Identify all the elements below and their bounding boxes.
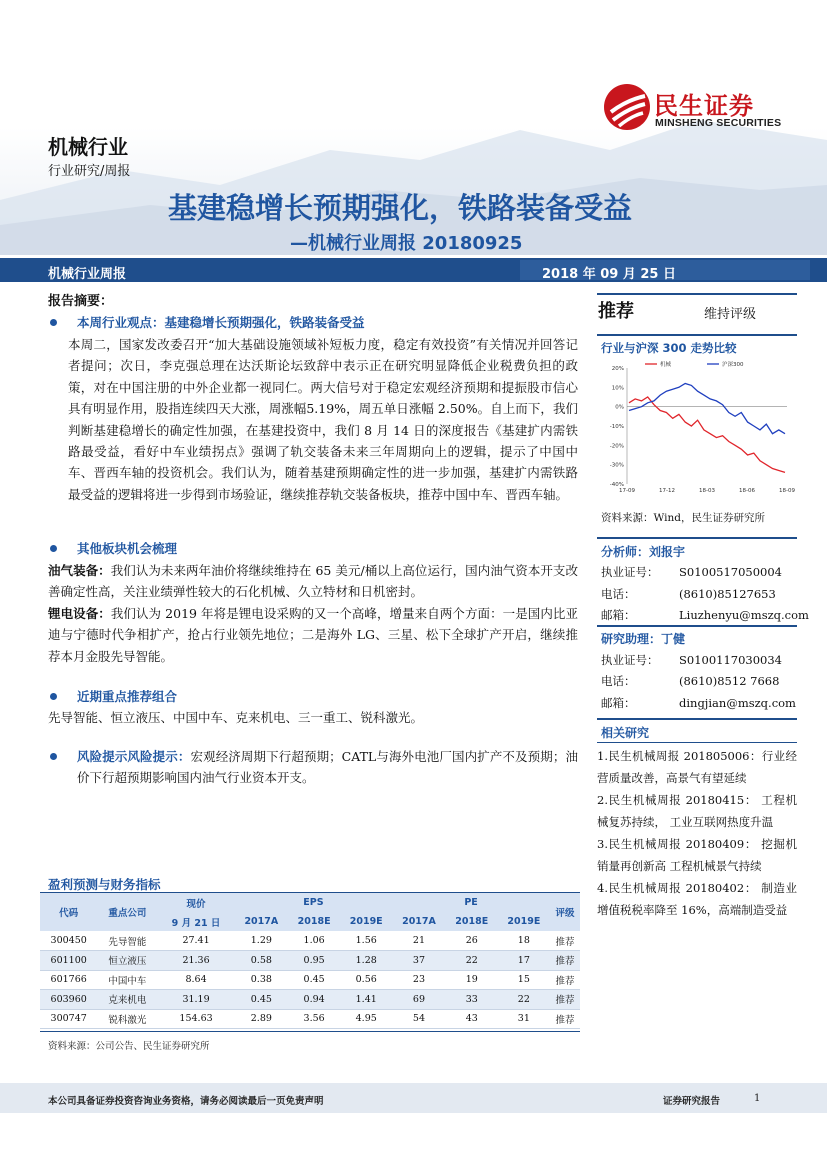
table-cell: 0.58 bbox=[235, 951, 288, 971]
table-cell: 推荐 bbox=[550, 990, 580, 1010]
table-cell: 3.56 bbox=[303, 1013, 325, 1025]
table-cell: 推荐 bbox=[555, 936, 575, 948]
industry-sub-label: 行业研究/周报 bbox=[48, 164, 131, 179]
chart-source: 资料来源：Wind，民生证券研究所 bbox=[601, 512, 765, 524]
table-cell: 54 bbox=[412, 1013, 426, 1025]
y-tick-label: 20% bbox=[611, 366, 624, 372]
col-year: 2019E bbox=[340, 912, 392, 931]
x-tick-label: 17-12 bbox=[659, 488, 675, 494]
x-tick-label: 18-03 bbox=[699, 488, 715, 494]
section-industry-view bbox=[48, 313, 578, 505]
table-cell: 43 bbox=[465, 1013, 478, 1025]
rule bbox=[40, 1031, 580, 1032]
logo-text: 民生证券 bbox=[654, 92, 754, 120]
table-cell: 31 bbox=[517, 1013, 530, 1025]
analyst-license: 执业证号： S0100517050004 bbox=[601, 565, 782, 579]
bullet-icon bbox=[50, 545, 57, 552]
table-row bbox=[40, 951, 580, 971]
rule bbox=[597, 625, 797, 627]
logo-text-en: MINSHENG SECURITIES bbox=[655, 117, 782, 129]
table-cell: 26 bbox=[465, 935, 478, 946]
related-item[interactable]: 4.民生机械周报 20180402： 制造业增值税税率降至 16%，高端制造受益 bbox=[597, 881, 797, 917]
table-cell: 21.36 bbox=[157, 951, 234, 971]
oil-gas-label: 油气装备： bbox=[48, 563, 111, 578]
table-cell: 0.94 bbox=[288, 990, 340, 1010]
section-text: 先导智能、恒立液压、中国中车、克来机电、三一重工、锐科激光。 bbox=[48, 710, 424, 725]
lithium-text: 我们认为 2019 年将是锂电设采购的又一个高峰，增量来自两个方面：一是国内比亚迪与宁德时代争相扩产，抢占行业领先地位；二是海外 LG、三星、松下全球扩产开启，继续推荐本月金股先导智能。 bbox=[48, 605, 578, 664]
table-cell: 2.89 bbox=[250, 1013, 272, 1025]
table-cell: 601766 bbox=[50, 974, 87, 986]
legend-label: 机械 bbox=[660, 362, 672, 368]
table-cell: 4.95 bbox=[355, 1013, 377, 1025]
risk-paragraph bbox=[48, 746, 578, 789]
table-cell: 1.41 bbox=[340, 990, 392, 1010]
related-item[interactable]: 3.民生机械周报 20180409： 挖掘机销量再创新高 工程机械景气持续 bbox=[597, 837, 797, 873]
table-row bbox=[40, 990, 580, 1010]
table-cell: 37 bbox=[392, 951, 445, 971]
table-cell: 601100 bbox=[40, 951, 97, 971]
col-price-date: 9 月 21 日 bbox=[157, 912, 234, 931]
x-tick-label: 17-09 bbox=[619, 488, 635, 494]
col-company: 重点公司 bbox=[97, 893, 157, 931]
section-title: 近期重点推荐组合 bbox=[77, 689, 178, 704]
rule bbox=[597, 334, 797, 336]
x-tick-label: 18-06 bbox=[739, 488, 755, 494]
table-cell: 15 bbox=[517, 974, 530, 986]
page-number: 1 bbox=[754, 1093, 761, 1104]
table-cell: 1.29 bbox=[250, 935, 272, 946]
section-risk bbox=[48, 746, 578, 789]
lithium-label: 锂电设备： bbox=[48, 605, 111, 621]
financial-table bbox=[40, 893, 580, 1029]
table-cell: 17 bbox=[498, 951, 550, 971]
table-cell: 推荐 bbox=[555, 975, 575, 987]
trend-chart bbox=[597, 356, 797, 500]
table-cell: 69 bbox=[392, 990, 445, 1010]
assistant-email[interactable]: 邮箱： dingjian@mszq.com bbox=[601, 696, 796, 710]
table-cell: 21 bbox=[412, 935, 426, 946]
footer-label: 证券研究报告 bbox=[663, 1096, 721, 1107]
table-cell: 154.63 bbox=[179, 1013, 213, 1025]
col-year: 2018E bbox=[288, 912, 340, 931]
col-code: 代码 bbox=[40, 893, 97, 931]
table-cell: 中国中车 bbox=[108, 975, 147, 987]
risk-text: 宏观经济周期下行超预期；CATL与海外电池厂国内扩产不及预期；油价下行超预期影响国内油气行业资本开支。 bbox=[77, 749, 578, 786]
bullet-icon bbox=[50, 753, 57, 760]
oil-gas-paragraph bbox=[48, 560, 578, 603]
abstract-heading: 报告摘要： bbox=[48, 294, 114, 309]
lithium-paragraph bbox=[48, 603, 578, 667]
table-cell: 19 bbox=[465, 974, 478, 986]
related-item[interactable]: 1.民生机械周报 201805006：行业经营质量改善，高景气有望延续 bbox=[597, 749, 797, 785]
related-list bbox=[597, 745, 797, 921]
disclaimer-text: 本公司具备证券投资咨询业务资格，请务必阅读最后一页免责声明 bbox=[48, 1096, 324, 1107]
y-tick-label: 0% bbox=[615, 404, 624, 411]
rule bbox=[597, 742, 797, 743]
section-title: 其他板块机会梳理 bbox=[77, 541, 178, 556]
y-tick-label: -10% bbox=[609, 424, 624, 430]
table-cell: 0.45 bbox=[235, 990, 288, 1010]
series-line-0 bbox=[629, 397, 785, 472]
col-year: 2018E bbox=[446, 912, 498, 931]
table-cell: 8.64 bbox=[185, 974, 207, 986]
table-cell: 0.56 bbox=[355, 974, 377, 986]
col-year: 2019E bbox=[498, 912, 550, 931]
col-price: 现价 bbox=[157, 893, 234, 912]
related-heading: 相关研究 bbox=[601, 726, 650, 740]
table-cell: 31.19 bbox=[157, 990, 234, 1010]
rule bbox=[597, 718, 797, 720]
y-tick-label: -40% bbox=[609, 482, 624, 488]
chart-title: 行业与沪深 300 走势比较 bbox=[601, 341, 737, 355]
table-cell: 恒立液压 bbox=[97, 951, 157, 971]
table-cell: 18 bbox=[517, 935, 530, 946]
table-cell: 23 bbox=[412, 974, 426, 986]
oil-gas-text: 我们认为未来两年油价将继续维持在 65 美元/桶以上高位运行，国内油气资本开支改善确定性高，关注业绩弹性较大的石化机械、久立特材和日机密封。 bbox=[48, 563, 578, 600]
section-text: 本周二，国家发改委召开“加大基础设施领域补短板力度，稳定有效投资”有关情况并回答记者提问；次日，李克强总理在达沃斯论坛致辞中表示正在研究明显降低企业税费负担的政策，对在中国注册的中外企业都一视同仁。两大信号对于稳定宏观经济预期和提振股市信心具有明显作用，股指连续四天大涨，周涨幅5.19%，周五单日涨幅 2.50%。自上而下，我们判断基建稳增长的确定性加强，在基建投资中，我们 8 月 14 日的深度报告《基建扩内需铁路最受益，看好中车业绩拐点》强调了轨交装备未来三年周期向上的逻辑，提示了中国中车、晋西车轴的投资机会。我们认为，随着基建预期确定性的进一步加强，基建扩内需铁路最受益的逻辑将进一步得到市场验证，继续推荐轨交装备板块，推荐中国中车、晋西车轴。 bbox=[68, 337, 578, 502]
section-title: 本周行业观点：基建稳增长预期强化，铁路装备受益 bbox=[77, 315, 365, 330]
report-type: 机械行业周报 bbox=[48, 267, 127, 282]
col-year: 2017A bbox=[392, 912, 445, 931]
table-cell: 0.45 bbox=[303, 974, 325, 986]
y-tick-label: -20% bbox=[609, 443, 624, 450]
table-source: 资料来源：公司公告、民生证券研究所 bbox=[48, 1041, 210, 1052]
table-cell: 克来机电 bbox=[97, 990, 157, 1010]
table-title: 盈利预测与财务指标 bbox=[48, 877, 161, 892]
assistant-heading: 研究助理：丁健 bbox=[601, 632, 686, 646]
table-row bbox=[40, 970, 580, 990]
table-cell: 推荐 bbox=[550, 951, 580, 971]
col-year: 2017A bbox=[235, 912, 288, 931]
x-tick-label: 18-09 bbox=[779, 488, 795, 494]
rating-status: 维持评级 bbox=[704, 307, 757, 322]
related-item[interactable]: 2.民生机械周报 20180415： 工程机械复苏持续， 工业互联网热度升温 bbox=[597, 793, 797, 829]
y-tick-label: 10% bbox=[611, 385, 624, 392]
rule bbox=[597, 537, 797, 539]
bullet-icon bbox=[50, 319, 57, 326]
industry-label: 机械行业 bbox=[48, 135, 128, 159]
table-cell: 1.06 bbox=[303, 935, 325, 946]
page-title: 基建稳增长预期强化，铁路装备受益 bbox=[167, 191, 632, 225]
table-cell: 推荐 bbox=[555, 1014, 575, 1026]
table-cell: 300450 bbox=[50, 935, 87, 946]
y-tick-label: -30% bbox=[609, 462, 624, 469]
rating-label: 推荐 bbox=[598, 301, 634, 322]
table-cell: 300747 bbox=[50, 1013, 87, 1025]
table-cell: 先导智能 bbox=[108, 936, 147, 948]
table-cell: 603960 bbox=[40, 990, 97, 1010]
analyst-phone: 电话： (8610)85127653 bbox=[601, 587, 776, 601]
col-pe: PE bbox=[392, 893, 550, 912]
risk-label: 风险提示风险提示： bbox=[77, 749, 191, 764]
table-cell: 0.95 bbox=[288, 951, 340, 971]
table-cell: 33 bbox=[446, 990, 498, 1010]
assistant-phone: 电话： (8610)8512 7668 bbox=[601, 674, 780, 688]
bullet-icon bbox=[50, 693, 57, 700]
report-date: 2018 年 09 月 25 日 bbox=[542, 267, 676, 282]
table-cell: 22 bbox=[498, 990, 550, 1010]
table-cell: 1.28 bbox=[340, 951, 392, 971]
legend-label: 沪深300 bbox=[722, 362, 744, 368]
series-line-1 bbox=[629, 384, 785, 434]
table-row bbox=[40, 1009, 580, 1029]
section-recommendations bbox=[48, 687, 578, 728]
col-eps: EPS bbox=[235, 893, 393, 912]
rule bbox=[597, 293, 797, 295]
table-cell: 0.38 bbox=[250, 974, 272, 986]
table-cell: 27.41 bbox=[182, 935, 210, 946]
assistant-license: 执业证号： S0100117030034 bbox=[601, 653, 782, 667]
page-subtitle: —机械行业周报 20180925 bbox=[290, 233, 523, 254]
table-cell: 22 bbox=[446, 951, 498, 971]
section-other-sectors bbox=[48, 539, 578, 667]
col-rating: 评级 bbox=[550, 893, 580, 931]
analyst-email[interactable]: 邮箱： Liuzhenyu@mszq.com bbox=[601, 608, 809, 622]
table-cell: 1.56 bbox=[355, 935, 377, 946]
table-row bbox=[40, 931, 580, 951]
table-cell: 锐科激光 bbox=[108, 1014, 147, 1026]
analyst-heading: 分析师：刘报宇 bbox=[601, 545, 686, 559]
